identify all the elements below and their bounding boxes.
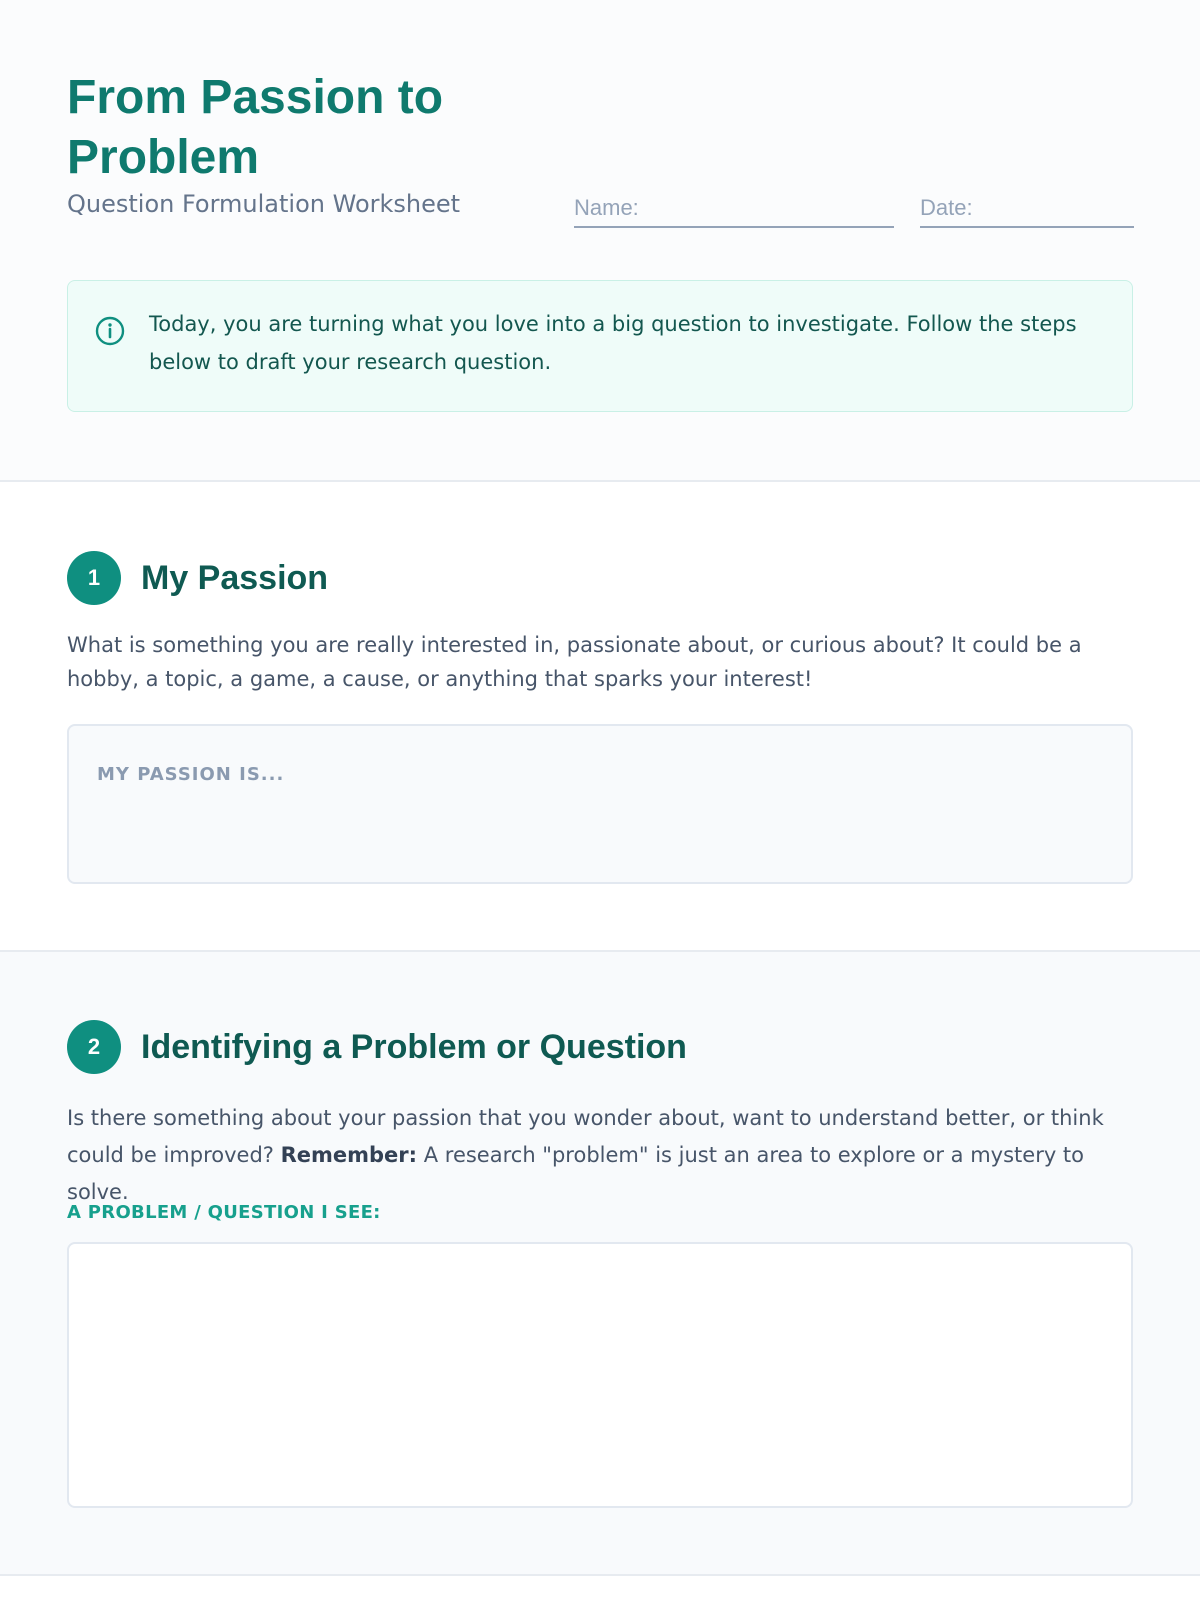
page-subtitle: Question Formulation Worksheet: [67, 190, 461, 218]
step-2-section: [0, 952, 1200, 1576]
info-circle-icon: [95, 316, 125, 346]
page-title: From Passion to Problem: [67, 71, 444, 184]
step-2-badge: 2: [67, 1020, 121, 1074]
name-field[interactable]: [574, 190, 894, 228]
passion-answer-box[interactable]: [67, 724, 1133, 884]
step-1-description: What is something you are really interested in, passionate about, or curious about? It could be a hobby, a topic, a game, a cause, or anything that sparks your interest!: [67, 633, 1082, 691]
step-1-title: My Passion: [141, 559, 329, 597]
worksheet-header: [0, 0, 1200, 482]
passion-box-label: MY PASSION IS...: [97, 764, 285, 785]
step-1-section: [0, 482, 1200, 952]
step-2-description-pre: Is there something about your passion that you wonder about, want to understand better, or think could be improved?: [67, 1106, 1104, 1167]
step-2-remember-label: Remember:: [280, 1143, 418, 1167]
step-2-description-post: A research "problem" is just an area to explore or a mystery to solve.: [67, 1143, 1085, 1204]
info-text: Today, you are turning what you love into a big question to investigate. Follow the steps below to draft your research question.: [149, 312, 1077, 374]
info-banner: [67, 280, 1133, 412]
step-1-badge: 1: [67, 551, 121, 605]
date-field[interactable]: [920, 190, 1134, 228]
problem-box-label: A PROBLEM / QUESTION I SEE:: [67, 1202, 381, 1223]
step-2-title: Identifying a Problem or Question: [141, 1028, 687, 1066]
step-2-description: [67, 1100, 1137, 1211]
problem-answer-textarea[interactable]: [67, 1242, 1133, 1508]
